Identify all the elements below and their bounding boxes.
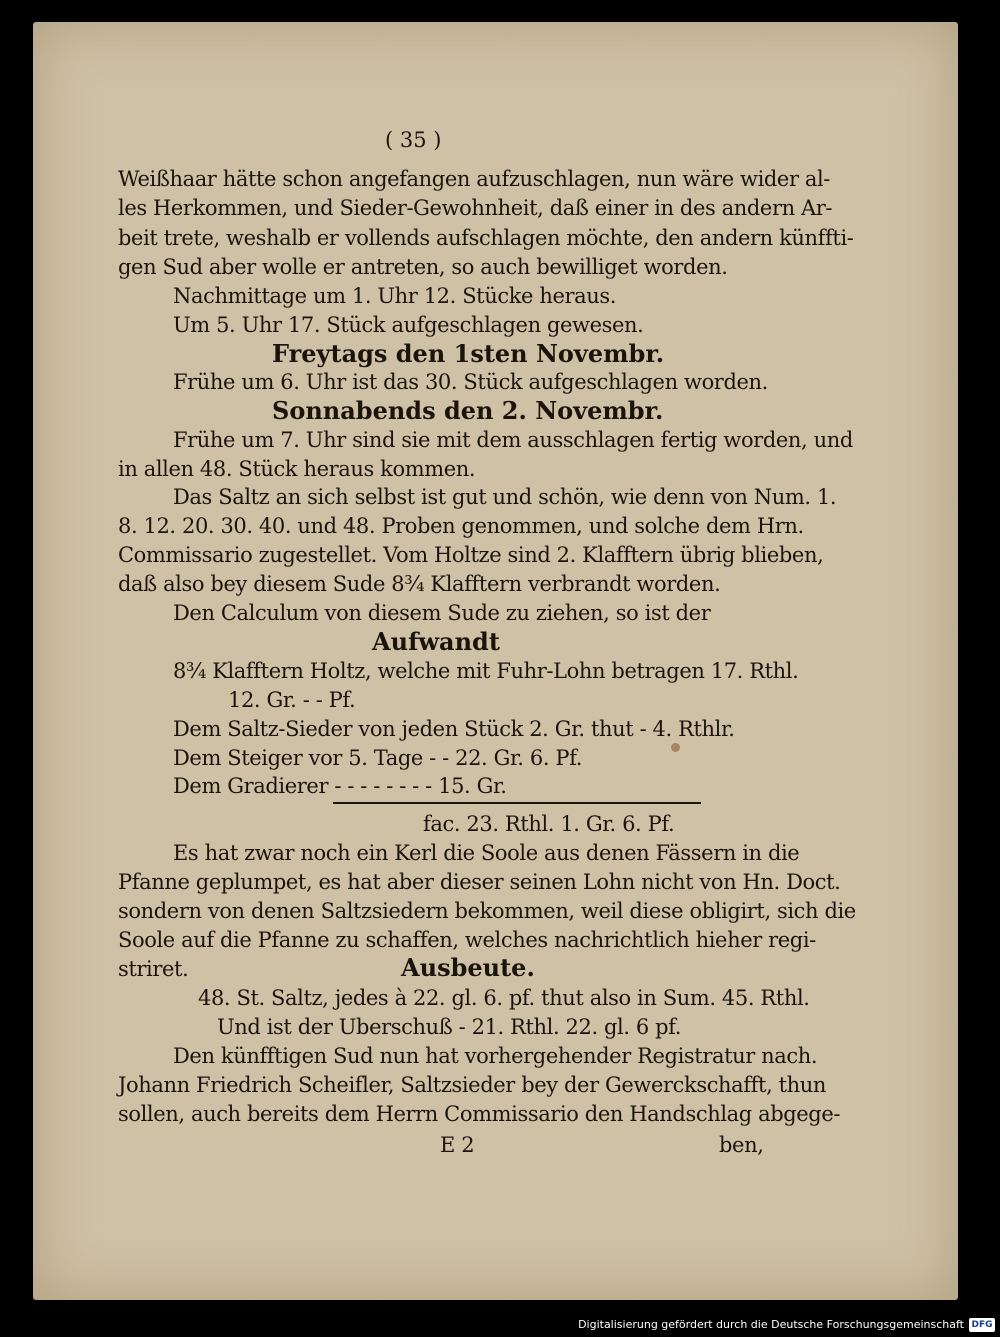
text-line: in allen 48. Stück heraus kommen. [118, 457, 476, 481]
text-line: Dem Saltz-Sieder von jeden Stück 2. Gr. thut - 4. Rthlr. [173, 717, 735, 741]
day-heading: Freytags den 1sten Novembr. [272, 339, 665, 368]
text-line: Soole auf die Pfanne zu schaffen, welches nachrichtlich hieher regi- [118, 928, 816, 952]
section-heading: Ausbeute. [401, 953, 535, 982]
text-line: Weißhaar hätte schon angefangen aufzuschlagen, nun wäre wider al- [118, 167, 831, 191]
section-heading: Aufwandt [372, 627, 500, 656]
dfg-logo-icon: DFG [969, 1318, 995, 1332]
page-header: ( 35 ) [385, 128, 442, 152]
footer-credit: Digitalisierung gefördert durch die Deutsche Forschungsgemeinschaft [578, 1318, 964, 1331]
text-line: 8. 12. 20. 30. 40. und 48. Proben genommen, und solche dem Hrn. [118, 514, 804, 538]
sum-rule [333, 802, 701, 804]
text-line: Dem Gradierer - - - - - - - - 15. Gr. [173, 774, 507, 798]
text-line: sollen, auch bereits dem Herrn Commissario den Handschlag abgege- [118, 1102, 841, 1126]
text-line: Um 5. Uhr 17. Stück aufgeschlagen gewesen. [173, 313, 644, 337]
text-line: sondern von denen Saltzsiedern bekommen, weil diese obligirt, sich die [118, 899, 856, 923]
text-line: Den Calculum von diesem Sude zu ziehen, so ist der [173, 601, 711, 625]
text-line: Und ist der Uberschuß - 21. Rthl. 22. gl. 6 pf. [217, 1015, 682, 1039]
text-line: gen Sud aber wolle er antreten, so auch bewilliget worden. [118, 255, 728, 279]
footer-bar [0, 1315, 1000, 1337]
signature-mark: E 2 [440, 1133, 475, 1157]
text-line: 48. St. Saltz, jedes à 22. gl. 6. pf. thut also in Sum. 45. Rthl. [198, 986, 810, 1010]
text-line: striret. [118, 957, 189, 981]
text-line: Das Saltz an sich selbst ist gut und schön, wie denn von Num. 1. [173, 485, 837, 509]
text-line: Den künfftigen Sud nun hat vorhergehender Registratur nach. [173, 1044, 818, 1068]
text-line: les Herkommen, und Sieder-Gewohnheit, daß einer in des andern Ar- [118, 196, 833, 220]
text-line: daß also bey diesem Sude 8¾ Klafftern verbrandt worden. [118, 572, 721, 596]
text-line: fac. 23. Rthl. 1. Gr. 6. Pf. [423, 812, 675, 836]
text-line: Commissario zugestellet. Vom Holtze sind 2. Klafftern übrig blieben, [118, 543, 824, 567]
text-line: Johann Friedrich Scheifler, Saltzsieder bey der Gewerckschafft, thun [118, 1073, 827, 1097]
text-line: Frühe um 6. Uhr ist das 30. Stück aufgeschlagen worden. [173, 370, 768, 394]
text-line: 8¾ Klafftern Holtz, welche mit Fuhr-Lohn betragen 17. Rthl. [173, 659, 799, 683]
text-line: beit trete, weshalb er vollends aufschlagen möchte, den andern künffti- [118, 226, 854, 250]
day-heading: Sonnabends den 2. Novembr. [272, 396, 664, 425]
text-line: Nachmittage um 1. Uhr 12. Stücke heraus. [173, 284, 617, 308]
text-line: Es hat zwar noch ein Kerl die Soole aus denen Fässern in die [173, 841, 800, 865]
text-line: 12. Gr. - - Pf. [228, 688, 356, 712]
text-line: Pfanne geplumpet, es hat aber dieser seinen Lohn nicht von Hn. Doct. [118, 870, 841, 894]
paper-stain [671, 743, 680, 752]
text-line: Dem Steiger vor 5. Tage - - 22. Gr. 6. Pf. [173, 746, 582, 770]
text-line: Frühe um 7. Uhr sind sie mit dem ausschlagen fertig worden, und [173, 428, 853, 452]
catchword: ben, [719, 1133, 764, 1157]
